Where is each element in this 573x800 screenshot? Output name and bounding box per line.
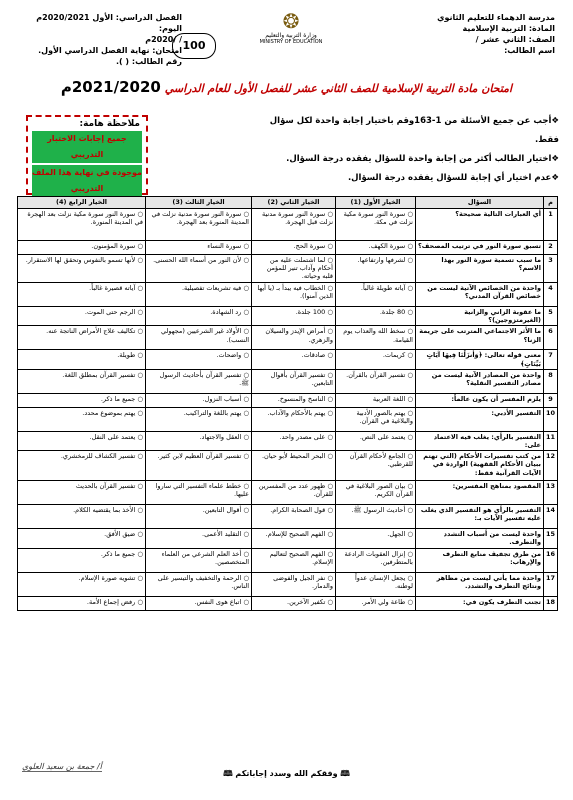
day-label: اليوم: bbox=[158, 24, 182, 33]
header-question: السؤال bbox=[416, 197, 544, 209]
note-line: جميع إجابات الاختبار التدريبي bbox=[32, 131, 142, 163]
option-1[interactable]: ○ يجعل الإنسان عدواً لوطنه. bbox=[336, 572, 416, 596]
exam-info bbox=[12, 12, 182, 67]
header-option-1: الخيار الأول (1) bbox=[336, 197, 416, 209]
instruction-item: ❖ أجب عن جميع الأسئلة من 1-163وقم باختيار إجابة واحدة لكل سؤال فقط. bbox=[259, 112, 559, 150]
table-header-row bbox=[18, 197, 558, 209]
table-row bbox=[18, 596, 558, 610]
option-1[interactable]: ○ 80 جلدة. bbox=[336, 307, 416, 326]
option-1[interactable]: ○ تفسير القرآن بالقرآن. bbox=[336, 369, 416, 393]
option-3[interactable]: ○ التقليد الأعمى. bbox=[146, 529, 252, 548]
option-3[interactable]: ○ اتباع هوى النفس. bbox=[146, 596, 252, 610]
option-3[interactable]: ○ تفسير القرآن بأحاديث الرسول ﷺ. bbox=[146, 369, 252, 393]
question-text: يلزم المفسر أن يكون عالماً: bbox=[416, 393, 544, 407]
option-3[interactable]: ○ أسباب النزول. bbox=[146, 393, 252, 407]
table-row bbox=[18, 451, 558, 481]
note-line: موجودة في نهاية هذا الملف التدريبي bbox=[32, 165, 142, 197]
exam-label: امتحان: نهاية الفصل الدراسي الأول. bbox=[38, 46, 182, 55]
option-2[interactable]: ○ الخطاب فيه يبدأ بـ (يا أيها الذين آمنوا). bbox=[252, 283, 336, 307]
question-text: تجنب التطرف يكون في: bbox=[416, 596, 544, 610]
option-4[interactable]: ○ جميع ما ذكر. bbox=[18, 548, 146, 572]
option-1[interactable]: ○ سورة الكهف. bbox=[336, 241, 416, 255]
option-1[interactable]: ○ لشرفها وارتفاعها. bbox=[336, 255, 416, 283]
table-row bbox=[18, 407, 558, 431]
table-row bbox=[18, 326, 558, 350]
option-4[interactable]: ○ سورة المؤمنون. bbox=[18, 241, 146, 255]
question-number: 18 bbox=[544, 596, 558, 610]
question-number: 8 bbox=[544, 369, 558, 393]
option-3[interactable]: ○ يهتم باللغة والتراكيب. bbox=[146, 407, 252, 431]
option-2[interactable]: ○ أمراض الإيدز والسيلان والزهري. bbox=[252, 326, 336, 350]
title-text: امتحان مادة التربية الإسلامية للصف الثاني عشر للفصل الأول للعام الدراسي bbox=[164, 82, 513, 95]
ministry-name-ar: وزارة التربية والتعليم bbox=[265, 32, 317, 39]
option-1[interactable]: ○ آياته طويلة غالباً. bbox=[336, 283, 416, 307]
question-number: 9 bbox=[544, 393, 558, 407]
question-number: 17 bbox=[544, 572, 558, 596]
option-2[interactable]: ○ نفر الجيل والفوضى والدمار. bbox=[252, 572, 336, 596]
option-4[interactable]: ○ تفسير الكشاف للزمخشري. bbox=[18, 451, 146, 481]
table-row bbox=[18, 529, 558, 548]
subject-label: المادة: التربية الإسلامية bbox=[462, 24, 555, 33]
eagle-emblem-icon: ❂ bbox=[282, 9, 300, 33]
question-text: التفسير بالرأي: يغلب فيه الاعتماد على: bbox=[416, 431, 544, 450]
question-number: 10 bbox=[544, 407, 558, 431]
questions-table bbox=[17, 196, 558, 611]
note-title: ملاحظة هامة: bbox=[28, 117, 146, 129]
option-2[interactable]: ○ لما اشتملت عليه من أحكام وآداب تنير للمؤمن قلبه وحياته. bbox=[252, 255, 336, 283]
instruction-item: ❖ عدم اختيار أي إجابة للسؤال يفقده درجة السؤال. bbox=[259, 169, 559, 188]
question-number: 1 bbox=[544, 209, 558, 241]
option-4[interactable]: ○ ضيق الأفق. bbox=[18, 529, 146, 548]
student-name-label: اسم الطالب: bbox=[504, 46, 555, 55]
option-3[interactable]: ○ أقوال التابعين. bbox=[146, 505, 252, 529]
instruction-item: ❖ اختيار الطالب أكثر من إجابة واحدة للسؤال يفقده درجة السؤال. bbox=[259, 150, 559, 169]
header-option-2: الخيار الثاني (2) bbox=[252, 197, 336, 209]
option-2[interactable]: ○ يهتم بالأحكام والآداب. bbox=[252, 407, 336, 431]
table-row bbox=[18, 369, 558, 393]
footer-message: وفقكم الله وسدد إجاباتكم bbox=[235, 769, 338, 778]
table-row bbox=[18, 505, 558, 529]
option-4[interactable]: ○ الأخذ بما يقتضيه الكلام. bbox=[18, 505, 146, 529]
option-1[interactable]: ○ الجامع لأحكام القرآن للقرطبي. bbox=[336, 451, 416, 481]
option-1[interactable]: ○ كريمات. bbox=[336, 350, 416, 369]
option-4[interactable]: ○ طويلة. bbox=[18, 350, 146, 369]
footer-text bbox=[0, 768, 573, 782]
table-row bbox=[18, 393, 558, 407]
option-4[interactable]: ○ جميع ما ذكر. bbox=[18, 393, 146, 407]
option-3[interactable]: ○ لأن النور من أسماء الله الحسنى. bbox=[146, 255, 252, 283]
question-text: المقصود بمناهج المفسرين: bbox=[416, 481, 544, 505]
option-4[interactable]: ○ تكاليف علاج الأمراض الناتجة عنه. bbox=[18, 326, 146, 350]
total-score-box: 100 bbox=[172, 33, 216, 59]
ministry-name-en: MINISTRY OF EDUCATION bbox=[259, 39, 323, 45]
option-4[interactable]: ○ سورة النور سورة مكية نزلت بعد الهجرة في المدينة المنورة. bbox=[18, 209, 146, 241]
question-text: ما عقوبة الزاني والزانية (الغيرمتزوجين)؟ bbox=[416, 307, 544, 326]
school-name: مدرسة الدهماء للتعليم الثانوي bbox=[437, 13, 555, 22]
option-3[interactable]: ○ الأولاد غير الشرعيين (مجهولي النسب). bbox=[146, 326, 252, 350]
option-1[interactable]: ○ سورة النور سورة مكية نزلت في مكة. bbox=[336, 209, 416, 241]
option-2[interactable]: ○ تفسير القرآن بأقوال التابعين. bbox=[252, 369, 336, 393]
question-number: 2 bbox=[544, 241, 558, 255]
option-1[interactable]: ○ الجهل. bbox=[336, 529, 416, 548]
option-2[interactable]: ○ على مصدر واحد. bbox=[252, 431, 336, 450]
option-3[interactable]: ○ تفسير القرآن العظيم لابن كثير. bbox=[146, 451, 252, 481]
header-option-4: الخيار الرابع (4) bbox=[18, 197, 146, 209]
option-4[interactable]: ○ آياته قصيرة غالباً. bbox=[18, 283, 146, 307]
question-text: من كتب تفسيرات الأحكام (التي تهتم ببيان الأحكام الفقهية) الواردة في الآيات القرآنية فقط: bbox=[416, 451, 544, 481]
option-3[interactable]: ○ سورة النور سورة مدنية نزلت في المدينة المنورة بعد الهجرة. bbox=[146, 209, 252, 241]
option-2[interactable]: ○ سورة النور سورة مدنية نزلت قبل الهجرة. bbox=[252, 209, 336, 241]
table-row bbox=[18, 255, 558, 283]
question-text: معنى قوله تعالى: ﴿وَأَنزَلْنَا فِيهَا آيَاتٍ بَيِّنَاتٍ﴾ bbox=[416, 350, 544, 369]
book-icon: 🕮 bbox=[340, 769, 350, 778]
option-2[interactable]: ○ تكفير الآخرين. bbox=[252, 596, 336, 610]
option-3[interactable]: ○ رد الشهادة. bbox=[146, 307, 252, 326]
question-number: 12 bbox=[544, 451, 558, 481]
question-number: 7 bbox=[544, 350, 558, 369]
option-3[interactable]: ○ العقل والاجتهاد. bbox=[146, 431, 252, 450]
option-4[interactable]: ○ يهتم بموضوع محدد. bbox=[18, 407, 146, 431]
option-3[interactable]: ○ خطط علماء التفسير التي ساروا عليها. bbox=[146, 481, 252, 505]
option-4[interactable]: ○ تفسير القرآن بالحديث bbox=[18, 481, 146, 505]
student-number-label: رقم الطالب: ( ). bbox=[115, 57, 182, 66]
option-3[interactable]: ○ أخذ العلم الشرعي من العلماء المتخصصين. bbox=[146, 548, 252, 572]
question-number: 4 bbox=[544, 283, 558, 307]
option-3[interactable]: ○ فيه تشريعات تفصيلية. bbox=[146, 283, 252, 307]
question-text: تسبق سورة النور في ترتيب المصحف؟ bbox=[416, 241, 544, 255]
question-number: 13 bbox=[544, 481, 558, 505]
option-1[interactable]: ○ يهتم بالصور الأدبية والبلاغية في القرآن. bbox=[336, 407, 416, 431]
option-4[interactable]: ○ تشويه صورة الإسلام. bbox=[18, 572, 146, 596]
question-number: 15 bbox=[544, 529, 558, 548]
question-number: 5 bbox=[544, 307, 558, 326]
question-text: واحدة ليست من أسباب التشدد والتطرف. bbox=[416, 529, 544, 548]
option-2[interactable]: ○ البحر المحيط لأبو حيان. bbox=[252, 451, 336, 481]
option-1[interactable]: ○ يعتمد على النص. bbox=[336, 431, 416, 450]
option-1[interactable]: ○ بيان الصور البلاغية في القرآن الكريم. bbox=[336, 481, 416, 505]
school-info bbox=[405, 12, 555, 56]
option-2[interactable]: ○ سورة الحج. bbox=[252, 241, 336, 255]
question-text: أي العبارات التالية صحيحة؟ bbox=[416, 209, 544, 241]
question-number: 6 bbox=[544, 326, 558, 350]
instructions-list bbox=[259, 112, 559, 188]
table-row bbox=[18, 481, 558, 505]
question-text: ما الأثر الاجتماعي المترتب على جريمة الزنا؟ bbox=[416, 326, 544, 350]
question-text: ما سبب تسمية سورة النور بهذا الاسم؟ bbox=[416, 255, 544, 283]
option-2[interactable]: ○ الفهم الصحيح للإسلام. bbox=[252, 529, 336, 548]
question-text: من طرق تجفيف منابع التطرف والإرهاب: bbox=[416, 548, 544, 572]
option-3[interactable]: ○ سورة النساء bbox=[146, 241, 252, 255]
teacher-signature: أ/ جمعة بن سعيد العلوي bbox=[22, 762, 102, 771]
important-note bbox=[26, 115, 148, 195]
option-2[interactable]: ○ ظهور عدد من المفسرين للقرآن. bbox=[252, 481, 336, 505]
question-number: 3 bbox=[544, 255, 558, 283]
table-row bbox=[18, 307, 558, 326]
option-4[interactable]: ○ الرجم حتى الموت. bbox=[18, 307, 146, 326]
term-label: الفصل الدراسي: الأول 2020/2021م bbox=[36, 13, 182, 22]
option-2[interactable]: ○ صادقات. bbox=[252, 350, 336, 369]
option-1[interactable]: ○ سخط الله والعذاب يوم القيامة. bbox=[336, 326, 416, 350]
option-3[interactable]: ○ واضحات. bbox=[146, 350, 252, 369]
option-1[interactable]: ○ طاعة ولي الأمر. bbox=[336, 596, 416, 610]
option-1[interactable]: ○ أحاديث الرسول ﷺ. bbox=[336, 505, 416, 529]
table-row bbox=[18, 431, 558, 450]
option-2[interactable]: ○ 100 جلدة. bbox=[252, 307, 336, 326]
option-2[interactable]: ○ الناسخ والمنسوخ. bbox=[252, 393, 336, 407]
option-1[interactable]: ○ اللغة العربية bbox=[336, 393, 416, 407]
question-number: 16 bbox=[544, 548, 558, 572]
table-row bbox=[18, 548, 558, 572]
option-2[interactable]: ○ قول الصحابة الكرام. bbox=[252, 505, 336, 529]
table-row bbox=[18, 283, 558, 307]
question-number: 11 bbox=[544, 431, 558, 450]
table-row bbox=[18, 350, 558, 369]
question-text: التفسير بالرأي هو التفسير الذي يغلب عليه تفسير الآيات بـ: bbox=[416, 505, 544, 529]
date-label: / /2020م bbox=[145, 35, 182, 44]
option-4[interactable]: ○ رفض إجماع الأمة. bbox=[18, 596, 146, 610]
question-text: التفسير الأدبي: bbox=[416, 407, 544, 431]
table-row bbox=[18, 572, 558, 596]
grade-label: الصف: الثاني عشر / bbox=[475, 35, 555, 44]
option-1[interactable]: ○ إنزال العقوبات الرادعة بالمتطرفين. bbox=[336, 548, 416, 572]
header-number: م bbox=[544, 197, 558, 209]
question-text: واحدة مما يأتي ليست من مظاهر ونتائج التطرف والتشدد. bbox=[416, 572, 544, 596]
book-icon: 🕮 bbox=[223, 769, 233, 778]
option-2[interactable]: ○ الفهم الصحيح لتعاليم الإسلام. bbox=[252, 548, 336, 572]
option-3[interactable]: ○ الرحمة والتخفيف والتيسير على الناس. bbox=[146, 572, 252, 596]
question-text: واحدة من الخصائص الآتية ليست من خصائص القرآن المدني؟ bbox=[416, 283, 544, 307]
option-4[interactable]: ○ تفسير القرآن بمطلق اللغة. bbox=[18, 369, 146, 393]
question-text: واحدة من المصادر الآتية ليست من مصادر التفسير النقلية؟ bbox=[416, 369, 544, 393]
option-4[interactable]: ○ لأنها تسمو بالنفوس وتحقق لها الاستقرار. bbox=[18, 255, 146, 283]
table-row bbox=[18, 241, 558, 255]
question-number: 14 bbox=[544, 505, 558, 529]
title-year: 2021/2020م bbox=[60, 78, 161, 96]
ministry-logo bbox=[246, 10, 336, 52]
option-4[interactable]: ○ يعتمد على النقل. bbox=[18, 431, 146, 450]
table-row bbox=[18, 209, 558, 241]
header-option-3: الخيار الثالث (3) bbox=[146, 197, 252, 209]
page-title bbox=[0, 78, 573, 96]
